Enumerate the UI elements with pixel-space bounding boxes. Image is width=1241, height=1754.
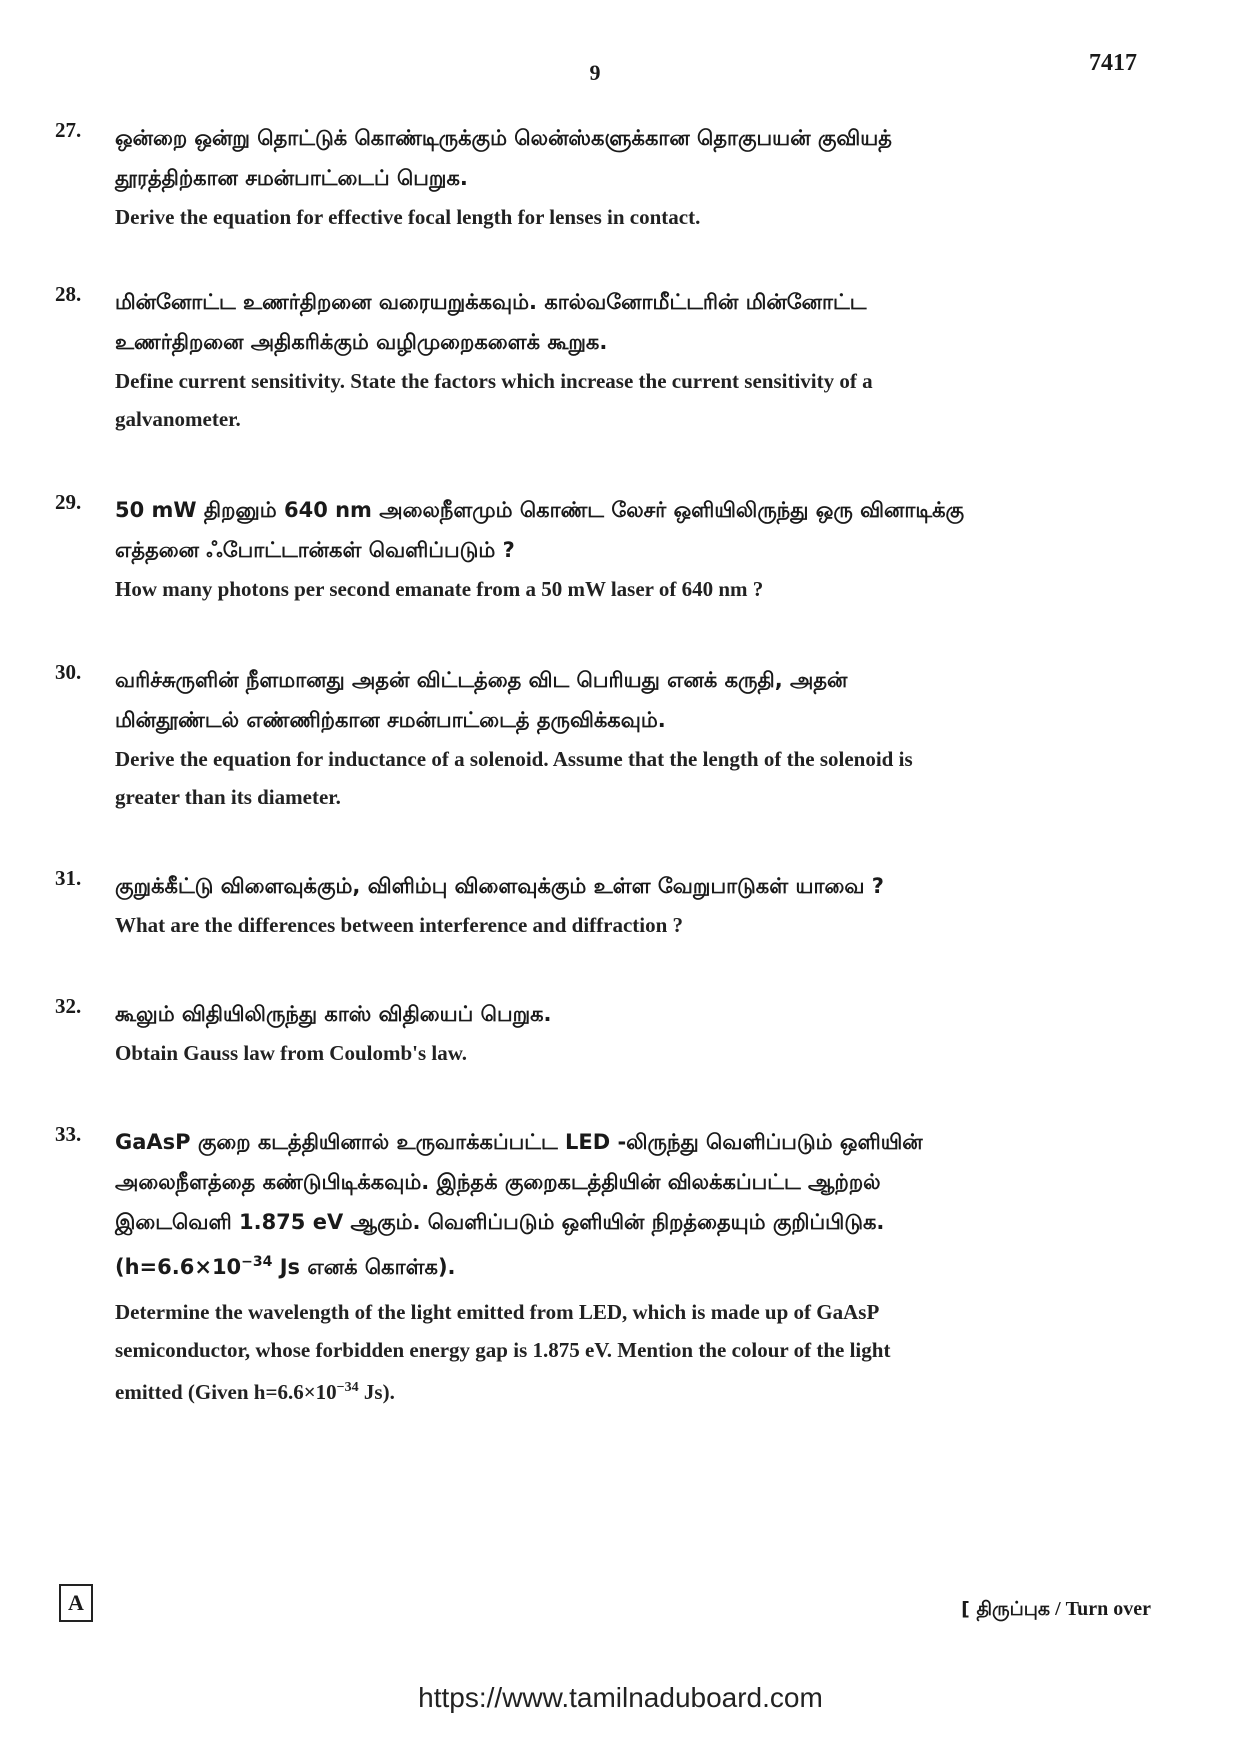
question-number: 29.: [55, 490, 82, 514]
question-tamil-line: குறுக்கீட்டு விளைவுக்கும், விளிம்பு விளைவுக்கும் உள்ள வேறுபாடுகள் யாவை ?: [115, 874, 884, 898]
question-tamil-line: ஒன்றை ஒன்று தொட்டுக் கொண்டிருக்கும் லென்ஸ்களுக்கான தொகுபயன் குவியத்: [115, 126, 892, 150]
question-32: [55, 994, 1095, 1072]
question-number: 31.: [55, 866, 82, 890]
question-tamil-line: தூரத்திற்கான சமன்பாட்டைப் பெறுக.: [115, 166, 468, 190]
given-constant-english: [115, 1369, 1095, 1411]
question-tamil-line: எத்தனை ஃபோட்டான்கள் வெளிப்படும் ?: [115, 538, 515, 562]
question-number: 27.: [55, 118, 82, 142]
question-english-line: Derive the equation for effective focal length for lenses in contact.: [115, 205, 701, 229]
question-number: 28.: [55, 282, 82, 306]
given-prefix: (h=6.6×10: [115, 1255, 242, 1279]
turn-over-note: [961, 1598, 1151, 1623]
given-exponent: −34: [336, 1380, 359, 1395]
paper-code: 7417: [1089, 50, 1137, 76]
question-english-line: Derive the equation for inductance of a solenoid. Assume that the length of the solenoid is: [115, 747, 913, 771]
question-english-line: How many photons per second emanate from a 50 mW laser of 640 nm ?: [115, 577, 764, 601]
question-english-line: galvanometer.: [115, 407, 241, 431]
question-english-line: What are the differences between interference and diffraction ?: [115, 913, 684, 937]
question-tamil-line: 50 mW திறனும் 640 nm அலைநீளமும் கொண்ட லேசர் ஒளியிலிருந்து ஒரு வினாடிக்கு: [115, 498, 965, 522]
question-english-line: greater than its diameter.: [115, 785, 341, 809]
question-english-line: Obtain Gauss law from Coulomb's law.: [115, 1041, 468, 1065]
section-marker: A: [59, 1584, 93, 1622]
question-tamil-line: GaAsP குறை கடத்தியினால் உருவாக்கப்பட்ட LED -லிருந்து வெளிப்படும் ஒளியின்: [115, 1130, 923, 1154]
question-tamil-line: வரிச்சுருளின் நீளமானது அதன் விட்டத்தை விட பெரியது எனக் கருதி, அதன்: [115, 668, 848, 692]
given-prefix: emitted (Given h=6.6×10: [115, 1380, 337, 1404]
question-28: [55, 282, 1095, 438]
given-exponent: −34: [241, 1254, 273, 1270]
question-number: 30.: [55, 660, 82, 684]
question-number: 32.: [55, 994, 82, 1018]
page-number: 9: [589, 60, 601, 85]
question-english-line: Determine the wavelength of the light emitted from LED, which is made up of GaAsP: [115, 1300, 880, 1324]
question-tamil-line: கூலும் விதியிலிருந்து காஸ் விதியைப் பெறுக.: [115, 1002, 552, 1026]
turn-over-tamil: [ திருப்புக: [961, 1598, 1051, 1620]
question-29: [55, 490, 1095, 608]
question-tamil-line: உணர்திறனை அதிகரிக்கும் வழிமுறைகளைக் கூறுக.: [115, 330, 608, 354]
source-url[interactable]: https://www.tamilnaduboard.com: [418, 1682, 823, 1713]
given-suffix: Js).: [358, 1380, 395, 1404]
question-number: 33.: [55, 1122, 82, 1146]
turn-over-english: / Turn over: [1050, 1598, 1151, 1620]
question-tamil-line: இடைவெளி 1.875 eV ஆகும். வெளிப்படும் ஒளியின் நிறத்தையும் குறிப்பிடுக.: [115, 1210, 885, 1234]
question-english-line: Define current sensitivity. State the factors which increase the current sensitivity of a: [115, 369, 873, 393]
question-english-line: semiconductor, whose forbidden energy gap is 1.875 eV. Mention the colour of the light: [115, 1338, 891, 1362]
given-constant-tamil: [115, 1242, 1095, 1287]
question-30: [55, 660, 1095, 816]
question-33: [55, 1122, 1095, 1411]
question-27: [55, 118, 1095, 236]
question-tamil-line: மின்தூண்டல் எண்ணிற்கான சமன்பாட்டைத் தருவிக்கவும்.: [115, 708, 666, 732]
question-tamil-line: மின்னோட்ட உணர்திறனை வரையறுக்கவும். கால்வனோமீட்டரின் மின்னோட்ட: [115, 290, 867, 314]
question-31: [55, 866, 1095, 944]
given-suffix: Js எனக் கொள்க).: [272, 1255, 456, 1279]
question-tamil-line: அலைநீளத்தை கண்டுபிடிக்கவும். இந்தக் குறைகடத்தியின் விலக்கப்பட்ட ஆற்றல்: [115, 1170, 881, 1194]
